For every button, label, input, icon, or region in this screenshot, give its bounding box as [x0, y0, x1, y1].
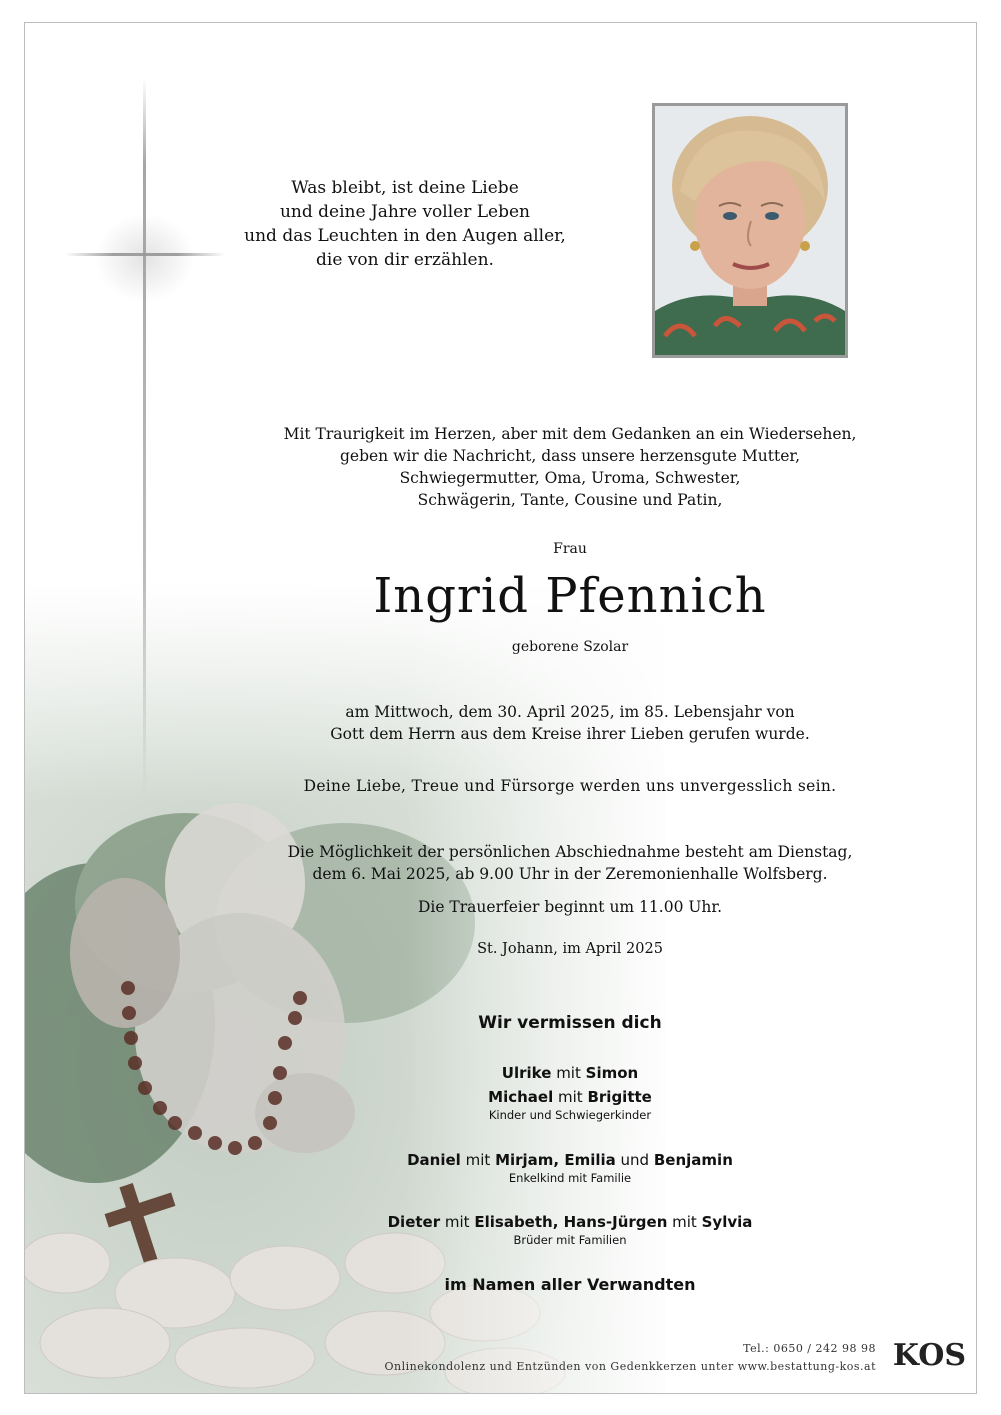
- relation-label: Enkelkind mit Familie: [508, 1171, 632, 1185]
- farewell-line: Die Möglichkeit der persönlichen Abschiednahme besteht am Dienstag,: [287, 843, 853, 861]
- farewell-info: [250, 841, 890, 885]
- family-name: Michael: [488, 1088, 554, 1106]
- footer-online-condolence[interactable]: Onlinekondolenz und Entzünden von Gedenkkerzen unter www.bestattung-kos.at: [384, 1360, 876, 1373]
- funeral-time: Die Trauerfeier beginnt um 11.00 Uhr.: [417, 898, 723, 916]
- family-group-4: [250, 1213, 890, 1247]
- footer-phone: Tel.: 0650 / 242 98 98: [743, 1342, 876, 1355]
- portrait-illustration: [655, 106, 845, 355]
- family-name: Dieter: [387, 1213, 441, 1231]
- poem-line: und deine Jahre voller Leben: [279, 202, 530, 222]
- family-name: Mirjam, Emilia: [495, 1151, 616, 1169]
- farewell-line: dem 6. Mai 2025, ab 9.00 Uhr in der Zeremonienhalle Wolfsberg.: [312, 865, 828, 883]
- family-name: Ulrike: [501, 1064, 552, 1082]
- family-name: Daniel: [407, 1151, 461, 1169]
- conjunction: mit: [465, 1151, 491, 1169]
- cross-vertical: [143, 78, 146, 798]
- family-name: Elisabeth, Hans-Jürgen: [474, 1213, 668, 1231]
- family-group-1: [250, 1064, 890, 1082]
- family-name: Simon: [585, 1064, 639, 1082]
- conjunction: mit: [558, 1088, 583, 1106]
- intro-line: Schwiegermutter, Oma, Uroma, Schwester,: [399, 469, 741, 487]
- place-date: St. Johann, im April 2025: [477, 941, 663, 957]
- death-notice: [250, 701, 890, 745]
- intro-line: Mit Traurigkeit im Herzen, aber mit dem Gedanken an ein Wiedersehen,: [283, 425, 857, 443]
- we-miss-you: Wir vermissen dich: [478, 1013, 662, 1033]
- family-name: Sylvia: [701, 1213, 753, 1231]
- poem-line: die von dir erzählen.: [316, 250, 494, 270]
- relation-label: Kinder und Schwiegerkinder: [488, 1108, 652, 1122]
- intro-text: [250, 423, 890, 511]
- family-group-2: [250, 1088, 890, 1122]
- closing-line: im Namen aller Verwandten: [444, 1275, 696, 1294]
- company-logo: KOS: [892, 1338, 966, 1373]
- maiden-name: geborene Szolar: [511, 639, 629, 655]
- death-line: Gott dem Herrn aus dem Kreise ihrer Lieben gerufen wurde.: [330, 725, 810, 743]
- conjunction: mit: [556, 1064, 581, 1082]
- title-prefix: Frau: [553, 541, 587, 557]
- love-sentence: Deine Liebe, Treue und Fürsorge werden uns unvergesslich sein.: [303, 777, 837, 795]
- family-group-3: [250, 1151, 890, 1185]
- conjunction: und: [620, 1151, 650, 1169]
- family-name: Benjamin: [653, 1151, 733, 1169]
- poem-line: und das Leuchten in den Augen aller,: [244, 226, 566, 246]
- family-name: Brigitte: [587, 1088, 652, 1106]
- intro-line: Schwägerin, Tante, Cousine und Patin,: [417, 491, 723, 509]
- portrait-photo: [652, 103, 848, 358]
- poem: [205, 176, 605, 272]
- poem-line: Was bleibt, ist deine Liebe: [291, 178, 519, 198]
- cross-horizontal: [65, 253, 225, 256]
- obituary-page: [24, 22, 977, 1394]
- conjunction: mit: [672, 1213, 697, 1231]
- relation-label: Brüder mit Familien: [513, 1233, 627, 1247]
- conjunction: mit: [444, 1213, 470, 1231]
- deceased-name: Ingrid Pfennich: [373, 568, 767, 624]
- death-line: am Mittwoch, dem 30. April 2025, im 85. Lebensjahr von: [345, 703, 795, 721]
- intro-line: geben wir die Nachricht, dass unsere herzensgute Mutter,: [339, 447, 800, 465]
